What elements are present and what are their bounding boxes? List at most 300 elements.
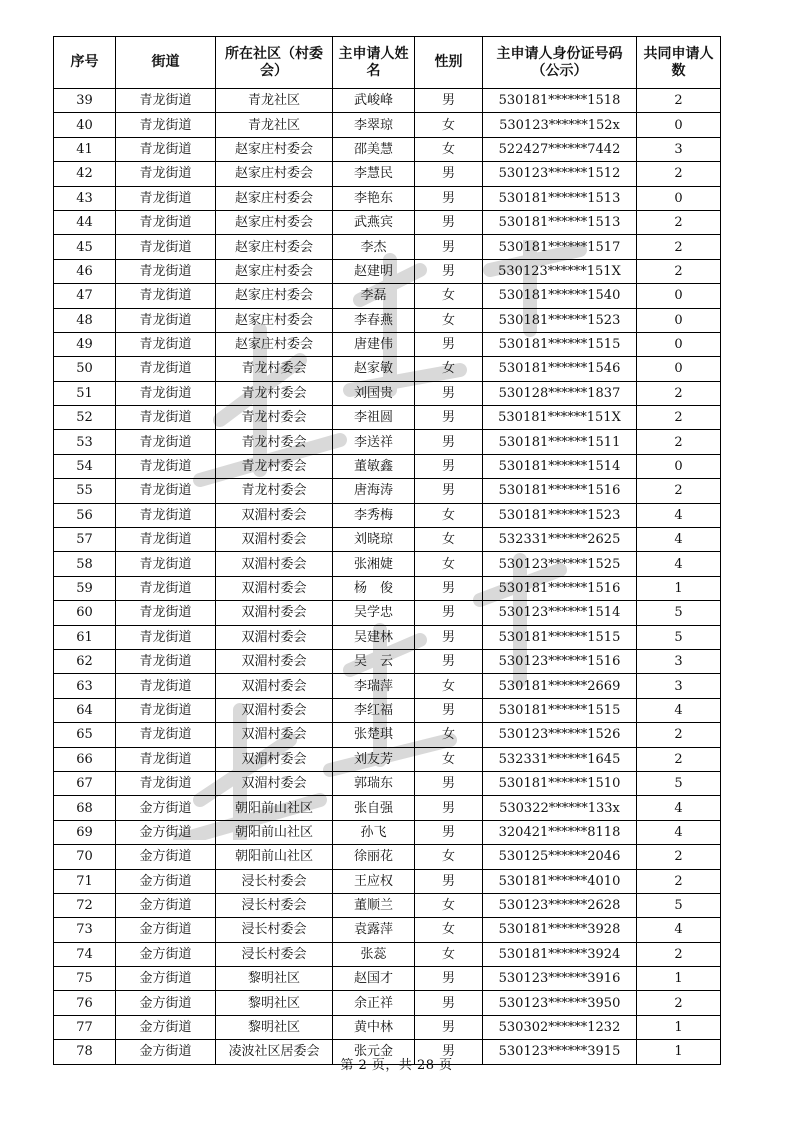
cell-applicant-name: 徐丽花	[333, 845, 415, 869]
cell-gender: 女	[415, 942, 483, 966]
table-row	[54, 113, 721, 137]
cell-applicant-name: 吴建林	[333, 625, 415, 649]
cell-co-applicants: 0	[637, 113, 721, 137]
cell-co-applicants: 3	[637, 674, 721, 698]
cell-id-number: 530123******152x	[483, 113, 637, 137]
cell-community: 赵家庄村委会	[216, 210, 333, 234]
cell-id-number: 530181******1518	[483, 89, 637, 113]
applicant-table	[53, 36, 721, 1065]
cell-applicant-name: 李磊	[333, 284, 415, 308]
cell-applicant-name: 黄中林	[333, 1015, 415, 1039]
cell-street: 青龙街道	[116, 162, 216, 186]
cell-index: 60	[54, 601, 116, 625]
table-row	[54, 479, 721, 503]
cell-community: 双湄村委会	[216, 747, 333, 771]
cell-community: 浸长村委会	[216, 942, 333, 966]
cell-co-applicants: 1	[637, 967, 721, 991]
cell-id-number: 530181******1515	[483, 332, 637, 356]
table-row	[54, 918, 721, 942]
cell-co-applicants: 5	[637, 771, 721, 795]
cell-street: 金方街道	[116, 967, 216, 991]
cell-street: 青龙街道	[116, 210, 216, 234]
cell-street: 青龙街道	[116, 576, 216, 600]
cell-street: 金方街道	[116, 1040, 216, 1064]
cell-street: 青龙街道	[116, 284, 216, 308]
cell-applicant-name: 赵国才	[333, 967, 415, 991]
cell-applicant-name: 董敏鑫	[333, 454, 415, 478]
cell-id-number: 530123******1514	[483, 601, 637, 625]
cell-id-number: 522427******7442	[483, 137, 637, 161]
table-row	[54, 454, 721, 478]
cell-gender: 女	[415, 552, 483, 576]
cell-index: 44	[54, 210, 116, 234]
cell-index: 59	[54, 576, 116, 600]
table-row	[54, 89, 721, 113]
cell-id-number: 530181******1514	[483, 454, 637, 478]
cell-community: 浸长村委会	[216, 869, 333, 893]
table-row	[54, 284, 721, 308]
cell-gender: 男	[415, 601, 483, 625]
cell-co-applicants: 5	[637, 625, 721, 649]
cell-street: 青龙街道	[116, 747, 216, 771]
cell-index: 52	[54, 406, 116, 430]
table-row	[54, 942, 721, 966]
cell-index: 47	[54, 284, 116, 308]
cell-co-applicants: 2	[637, 845, 721, 869]
cell-index: 53	[54, 430, 116, 454]
table-row	[54, 332, 721, 356]
cell-community: 双湄村委会	[216, 674, 333, 698]
cell-applicant-name: 袁露萍	[333, 918, 415, 942]
header-applicant-name: 主申请人姓名	[333, 37, 415, 89]
cell-applicant-name: 赵建明	[333, 259, 415, 283]
cell-community: 赵家庄村委会	[216, 332, 333, 356]
cell-applicant-name: 李瑞萍	[333, 674, 415, 698]
cell-street: 金方街道	[116, 820, 216, 844]
table-row	[54, 552, 721, 576]
cell-street: 青龙街道	[116, 137, 216, 161]
cell-index: 42	[54, 162, 116, 186]
cell-co-applicants: 2	[637, 162, 721, 186]
cell-gender: 女	[415, 845, 483, 869]
cell-street: 青龙街道	[116, 308, 216, 332]
cell-community: 双湄村委会	[216, 528, 333, 552]
cell-id-number: 530322******133x	[483, 796, 637, 820]
cell-street: 青龙街道	[116, 479, 216, 503]
cell-index: 58	[54, 552, 116, 576]
cell-gender: 女	[415, 674, 483, 698]
cell-applicant-name: 李艳东	[333, 186, 415, 210]
table-row	[54, 430, 721, 454]
cell-street: 金方街道	[116, 869, 216, 893]
cell-applicant-name: 董顺兰	[333, 893, 415, 917]
cell-id-number: 530181******1513	[483, 210, 637, 234]
cell-co-applicants: 0	[637, 454, 721, 478]
cell-community: 青龙村委会	[216, 381, 333, 405]
cell-street: 青龙街道	[116, 381, 216, 405]
cell-id-number: 530181******1510	[483, 771, 637, 795]
cell-applicant-name: 武燕宾	[333, 210, 415, 234]
table-row	[54, 259, 721, 283]
table-row	[54, 210, 721, 234]
table-row	[54, 967, 721, 991]
cell-community: 朝阳前山社区	[216, 845, 333, 869]
cell-community: 凌波社区居委会	[216, 1040, 333, 1064]
cell-index: 62	[54, 649, 116, 673]
cell-community: 双湄村委会	[216, 552, 333, 576]
cell-street: 金方街道	[116, 1015, 216, 1039]
cell-applicant-name: 李祖圆	[333, 406, 415, 430]
cell-community: 双湄村委会	[216, 601, 333, 625]
cell-community: 赵家庄村委会	[216, 284, 333, 308]
cell-id-number: 530181******151X	[483, 406, 637, 430]
cell-id-number: 530181******1513	[483, 186, 637, 210]
cell-co-applicants: 2	[637, 479, 721, 503]
cell-index: 64	[54, 698, 116, 722]
cell-gender: 男	[415, 332, 483, 356]
cell-gender: 女	[415, 747, 483, 771]
header-street: 街道	[116, 37, 216, 89]
cell-applicant-name: 李送祥	[333, 430, 415, 454]
cell-street: 金方街道	[116, 918, 216, 942]
cell-community: 青龙村委会	[216, 430, 333, 454]
page-footer: 第 2 页，共 28 页	[340, 1058, 453, 1073]
cell-id-number: 530125******2046	[483, 845, 637, 869]
cell-community: 双湄村委会	[216, 503, 333, 527]
cell-street: 金方街道	[116, 942, 216, 966]
cell-gender: 男	[415, 89, 483, 113]
cell-street: 青龙街道	[116, 601, 216, 625]
cell-community: 赵家庄村委会	[216, 186, 333, 210]
table-row	[54, 186, 721, 210]
cell-id-number: 320421******8118	[483, 820, 637, 844]
cell-community: 青龙村委会	[216, 406, 333, 430]
cell-applicant-name: 吴学忠	[333, 601, 415, 625]
cell-community: 双湄村委会	[216, 649, 333, 673]
table-row	[54, 503, 721, 527]
cell-street: 青龙街道	[116, 552, 216, 576]
table-row	[54, 381, 721, 405]
table-row	[54, 1015, 721, 1039]
cell-gender: 男	[415, 210, 483, 234]
cell-community: 双湄村委会	[216, 576, 333, 600]
cell-id-number: 530128******1837	[483, 381, 637, 405]
header-gender: 性别	[415, 37, 483, 89]
cell-co-applicants: 2	[637, 381, 721, 405]
cell-id-number: 530123******1525	[483, 552, 637, 576]
cell-index: 40	[54, 113, 116, 137]
table-row	[54, 674, 721, 698]
cell-gender: 女	[415, 893, 483, 917]
cell-co-applicants: 5	[637, 601, 721, 625]
cell-community: 黎明社区	[216, 991, 333, 1015]
cell-applicant-name: 张楚琪	[333, 723, 415, 747]
table-row	[54, 601, 721, 625]
cell-street: 青龙街道	[116, 625, 216, 649]
cell-community: 朝阳前山社区	[216, 820, 333, 844]
cell-index: 72	[54, 893, 116, 917]
cell-id-number: 530181******1517	[483, 235, 637, 259]
cell-id-number: 530181******1516	[483, 479, 637, 503]
cell-id-number: 530123******3916	[483, 967, 637, 991]
table-row	[54, 137, 721, 161]
cell-id-number: 532331******2625	[483, 528, 637, 552]
cell-community: 浸长村委会	[216, 918, 333, 942]
cell-street: 金方街道	[116, 796, 216, 820]
cell-gender: 男	[415, 1015, 483, 1039]
cell-street: 青龙街道	[116, 357, 216, 381]
cell-community: 青龙社区	[216, 89, 333, 113]
cell-applicant-name: 郭瑞东	[333, 771, 415, 795]
cell-co-applicants: 2	[637, 723, 721, 747]
cell-co-applicants: 1	[637, 1040, 721, 1064]
cell-id-number: 530302******1232	[483, 1015, 637, 1039]
cell-applicant-name: 唐海涛	[333, 479, 415, 503]
cell-applicant-name: 杨 俊	[333, 576, 415, 600]
cell-gender: 男	[415, 991, 483, 1015]
cell-applicant-name: 王应权	[333, 869, 415, 893]
cell-gender: 男	[415, 576, 483, 600]
cell-index: 65	[54, 723, 116, 747]
cell-index: 41	[54, 137, 116, 161]
cell-index: 69	[54, 820, 116, 844]
cell-co-applicants: 2	[637, 89, 721, 113]
cell-gender: 女	[415, 918, 483, 942]
table-row	[54, 893, 721, 917]
cell-street: 青龙街道	[116, 454, 216, 478]
table-row	[54, 625, 721, 649]
cell-index: 74	[54, 942, 116, 966]
cell-gender: 男	[415, 649, 483, 673]
cell-index: 76	[54, 991, 116, 1015]
cell-street: 青龙街道	[116, 259, 216, 283]
cell-community: 青龙村委会	[216, 479, 333, 503]
cell-co-applicants: 0	[637, 357, 721, 381]
cell-co-applicants: 0	[637, 186, 721, 210]
cell-street: 金方街道	[116, 845, 216, 869]
cell-co-applicants: 4	[637, 698, 721, 722]
cell-community: 赵家庄村委会	[216, 308, 333, 332]
cell-index: 45	[54, 235, 116, 259]
cell-co-applicants: 2	[637, 747, 721, 771]
cell-community: 黎明社区	[216, 1015, 333, 1039]
cell-gender: 男	[415, 479, 483, 503]
cell-applicant-name: 李红福	[333, 698, 415, 722]
cell-street: 青龙街道	[116, 503, 216, 527]
cell-co-applicants: 2	[637, 869, 721, 893]
cell-applicant-name: 张元金	[333, 1040, 415, 1064]
cell-co-applicants: 1	[637, 576, 721, 600]
cell-gender: 女	[415, 113, 483, 137]
cell-id-number: 530181******3928	[483, 918, 637, 942]
cell-index: 50	[54, 357, 116, 381]
cell-id-number: 530181******1511	[483, 430, 637, 454]
cell-co-applicants: 2	[637, 235, 721, 259]
cell-community: 赵家庄村委会	[216, 259, 333, 283]
cell-gender: 男	[415, 406, 483, 430]
cell-index: 51	[54, 381, 116, 405]
cell-id-number: 530181******1515	[483, 698, 637, 722]
cell-street: 青龙街道	[116, 89, 216, 113]
cell-id-number: 530181******1546	[483, 357, 637, 381]
cell-applicant-name: 李春燕	[333, 308, 415, 332]
cell-id-number: 530123******1516	[483, 649, 637, 673]
cell-id-number: 530181******3924	[483, 942, 637, 966]
cell-gender: 男	[415, 796, 483, 820]
cell-street: 青龙街道	[116, 771, 216, 795]
cell-index: 48	[54, 308, 116, 332]
cell-id-number: 530123******2628	[483, 893, 637, 917]
table-row	[54, 869, 721, 893]
cell-id-number: 530181******1523	[483, 503, 637, 527]
cell-applicant-name: 张自强	[333, 796, 415, 820]
cell-index: 43	[54, 186, 116, 210]
cell-applicant-name: 唐建伟	[333, 332, 415, 356]
cell-gender: 女	[415, 137, 483, 161]
cell-co-applicants: 4	[637, 796, 721, 820]
cell-gender: 男	[415, 820, 483, 844]
cell-applicant-name: 吴 云	[333, 649, 415, 673]
cell-gender: 女	[415, 284, 483, 308]
cell-gender: 女	[415, 528, 483, 552]
table-row	[54, 649, 721, 673]
cell-co-applicants: 1	[637, 1015, 721, 1039]
cell-street: 青龙街道	[116, 698, 216, 722]
cell-applicant-name: 刘友芳	[333, 747, 415, 771]
table-row	[54, 235, 721, 259]
cell-street: 青龙街道	[116, 406, 216, 430]
cell-index: 77	[54, 1015, 116, 1039]
cell-street: 青龙街道	[116, 649, 216, 673]
cell-gender: 女	[415, 503, 483, 527]
cell-co-applicants: 2	[637, 406, 721, 430]
cell-community: 赵家庄村委会	[216, 162, 333, 186]
table-row	[54, 576, 721, 600]
cell-co-applicants: 0	[637, 332, 721, 356]
cell-gender: 男	[415, 869, 483, 893]
cell-id-number: 530123******1512	[483, 162, 637, 186]
cell-community: 青龙社区	[216, 113, 333, 137]
cell-id-number: 532331******1645	[483, 747, 637, 771]
cell-community: 朝阳前山社区	[216, 796, 333, 820]
cell-applicant-name: 张蕊	[333, 942, 415, 966]
cell-index: 71	[54, 869, 116, 893]
cell-index: 75	[54, 967, 116, 991]
cell-co-applicants: 4	[637, 503, 721, 527]
table-row	[54, 771, 721, 795]
cell-community: 双湄村委会	[216, 625, 333, 649]
cell-community: 黎明社区	[216, 967, 333, 991]
cell-index: 73	[54, 918, 116, 942]
cell-co-applicants: 4	[637, 918, 721, 942]
cell-id-number: 530123******151X	[483, 259, 637, 283]
cell-id-number: 530181******1516	[483, 576, 637, 600]
cell-co-applicants: 2	[637, 259, 721, 283]
cell-community: 浸长村委会	[216, 893, 333, 917]
cell-applicant-name: 张湘婕	[333, 552, 415, 576]
cell-gender: 男	[415, 698, 483, 722]
cell-community: 青龙村委会	[216, 454, 333, 478]
cell-street: 青龙街道	[116, 674, 216, 698]
cell-applicant-name: 孙飞	[333, 820, 415, 844]
cell-co-applicants: 4	[637, 552, 721, 576]
header-id-number: 主申请人身份证号码（公示）	[483, 37, 637, 89]
cell-community: 双湄村委会	[216, 771, 333, 795]
table-row	[54, 747, 721, 771]
table-header-row	[54, 37, 721, 89]
cell-applicant-name: 刘晓琼	[333, 528, 415, 552]
cell-co-applicants: 5	[637, 893, 721, 917]
cell-index: 61	[54, 625, 116, 649]
cell-applicant-name: 李翠琼	[333, 113, 415, 137]
cell-community: 赵家庄村委会	[216, 235, 333, 259]
cell-street: 青龙街道	[116, 235, 216, 259]
cell-co-applicants: 4	[637, 820, 721, 844]
cell-street: 青龙街道	[116, 332, 216, 356]
cell-index: 66	[54, 747, 116, 771]
cell-co-applicants: 2	[637, 210, 721, 234]
table-row	[54, 845, 721, 869]
cell-applicant-name: 李杰	[333, 235, 415, 259]
cell-index: 63	[54, 674, 116, 698]
cell-index: 55	[54, 479, 116, 503]
cell-gender: 女	[415, 723, 483, 747]
cell-co-applicants: 2	[637, 430, 721, 454]
cell-applicant-name: 刘国贵	[333, 381, 415, 405]
table-row	[54, 357, 721, 381]
cell-id-number: 530181******4010	[483, 869, 637, 893]
cell-index: 57	[54, 528, 116, 552]
cell-co-applicants: 2	[637, 991, 721, 1015]
cell-index: 78	[54, 1040, 116, 1064]
table-row	[54, 723, 721, 747]
header-index: 序号	[54, 37, 116, 89]
cell-street: 金方街道	[116, 893, 216, 917]
cell-street: 青龙街道	[116, 528, 216, 552]
cell-gender: 男	[415, 235, 483, 259]
cell-gender: 男	[415, 430, 483, 454]
cell-applicant-name: 李秀梅	[333, 503, 415, 527]
cell-community: 双湄村委会	[216, 698, 333, 722]
table-row	[54, 796, 721, 820]
cell-applicant-name: 李慧民	[333, 162, 415, 186]
cell-id-number: 530181******1515	[483, 625, 637, 649]
cell-gender: 女	[415, 357, 483, 381]
cell-community: 双湄村委会	[216, 723, 333, 747]
cell-street: 青龙街道	[116, 723, 216, 747]
cell-id-number: 530181******1523	[483, 308, 637, 332]
cell-index: 56	[54, 503, 116, 527]
cell-gender: 男	[415, 625, 483, 649]
cell-co-applicants: 4	[637, 528, 721, 552]
cell-gender: 男	[415, 259, 483, 283]
cell-street: 青龙街道	[116, 430, 216, 454]
table-row	[54, 991, 721, 1015]
cell-gender: 男	[415, 771, 483, 795]
cell-street: 金方街道	[116, 991, 216, 1015]
cell-index: 68	[54, 796, 116, 820]
cell-community: 青龙村委会	[216, 357, 333, 381]
cell-gender: 男	[415, 162, 483, 186]
cell-id-number: 530181******2669	[483, 674, 637, 698]
cell-co-applicants: 0	[637, 284, 721, 308]
table-row	[54, 820, 721, 844]
header-community: 所在社区（村委会）	[216, 37, 333, 89]
cell-id-number: 530123******3950	[483, 991, 637, 1015]
cell-applicant-name: 武峻峰	[333, 89, 415, 113]
cell-gender: 男	[415, 186, 483, 210]
cell-applicant-name: 赵家敏	[333, 357, 415, 381]
